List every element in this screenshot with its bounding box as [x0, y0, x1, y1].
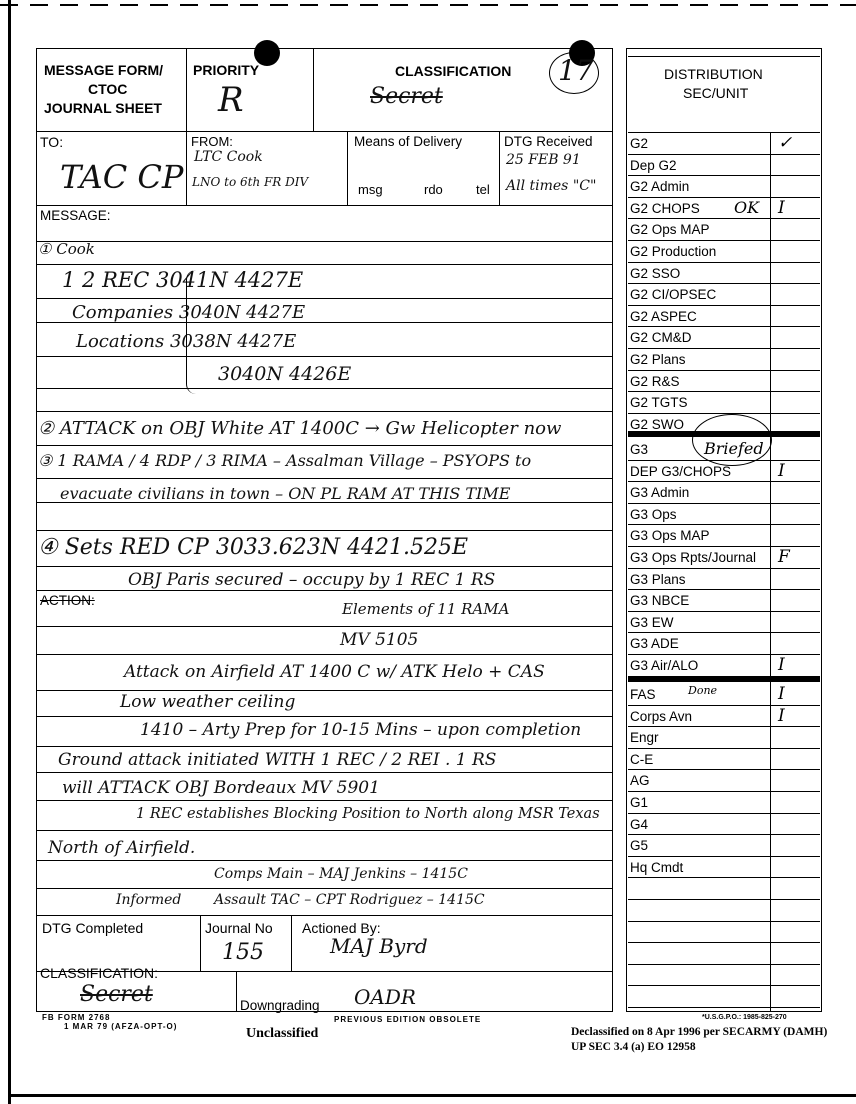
form-date: 1 MAR 79 (AFZA-OPT-O): [64, 1022, 178, 1031]
distribution-row: [628, 263, 820, 285]
to-value: TAC CP: [60, 158, 184, 196]
distribution-row-name: G2 ASPEC: [630, 308, 697, 324]
distribution-row-name: G2 Ops MAP: [630, 222, 710, 238]
distribution-row-name: Engr: [630, 730, 659, 746]
unclassified-stamp: Unclassified: [246, 1026, 319, 1041]
distribution-row-note: Briefed: [704, 439, 764, 458]
distribution-row-name: G3 Air/ALO: [630, 658, 699, 673]
dtg-received-label: DTG Received: [504, 134, 593, 149]
distribution-row: [628, 176, 820, 198]
message-line-15: 1410 – Arty Prep for 10-15 Mins – upon completion: [140, 720, 582, 740]
distribution-row: [628, 835, 820, 857]
distribution-row: [628, 349, 820, 371]
dtg-completed-label: DTG Completed: [42, 920, 144, 936]
from-label: FROM:: [191, 134, 233, 149]
message-line-2: 1 2 REC 3041N 4427E: [62, 268, 304, 292]
distribution-row-name: G3 Ops: [630, 506, 677, 522]
priority-value: R: [218, 80, 244, 120]
priority-label: PRIORITY: [193, 62, 260, 78]
distribution-row-name: G2 CI/OPSEC: [630, 287, 717, 303]
distribution-row: [628, 590, 820, 612]
actioned-by-label: Actioned By:: [302, 920, 381, 936]
distribution-row-name: Corps Avn: [630, 708, 693, 724]
distribution-row-name: G2 Production: [630, 244, 717, 259]
distribution-row: [628, 612, 820, 634]
action-label: ACTION:: [40, 593, 95, 608]
distribution-row: [628, 655, 820, 677]
message-line-5: 3040N 4426E: [218, 363, 352, 385]
distribution-row: [628, 547, 820, 569]
distribution-row: [628, 306, 820, 328]
distribution-row-name: G2 R&S: [630, 373, 680, 389]
message-line-16: Ground attack initiated WITH 1 REC / 2 REI . 1 RS: [58, 750, 497, 770]
distribution-row-mark: ✓: [778, 133, 793, 153]
message-line-18: 1 REC establishes Blocking Position to North along MSR Texas: [136, 806, 600, 822]
distribution-row: [628, 900, 820, 922]
message-line-17: will ATTACK OBJ Bordeaux MV 5901: [62, 778, 380, 798]
distribution-row-name: G3 Plans: [630, 571, 686, 587]
distribution-row: [628, 198, 820, 220]
distribution-row-mark: I: [778, 705, 785, 726]
distribution-row-note: OK: [734, 197, 760, 217]
distribution-row: [628, 749, 820, 771]
message-line-4: Locations 3038N 4427E: [76, 331, 297, 352]
distribution-row: [628, 525, 820, 547]
distribution-row-name: G3 Ops MAP: [630, 528, 710, 544]
gpo-stamp: *U.S.G.P.O.: 1985-825-270: [702, 1014, 787, 1021]
dtg-received-line1: 25 FEB 91: [506, 152, 581, 168]
distribution-row: [628, 133, 820, 155]
distribution-row-name: G2 SWO: [630, 416, 685, 432]
distribution-row: [628, 482, 820, 504]
distribution-row-mark: I: [778, 684, 785, 704]
distribution-row-mark: I: [778, 655, 785, 675]
previous-edition: PREVIOUS EDITION OBSOLETE: [334, 1015, 482, 1024]
message-line-19: North of Airfield.: [48, 838, 196, 858]
scan-left-edge: [8, 0, 11, 1104]
distribution-row-name: G2 Plans: [630, 352, 686, 367]
message-line-14: Low weather ceiling: [120, 692, 296, 712]
distribution-row-name: AG: [630, 773, 650, 789]
distribution-header-line1: DISTRIBUTION: [664, 66, 763, 82]
briefed-circle: [692, 414, 772, 466]
distribution-header-line2: SEC/UNIT: [683, 85, 749, 101]
distribution-divider-g3: [628, 676, 820, 682]
distribution-row: [628, 727, 820, 749]
distribution-row-name: G2: [630, 136, 649, 151]
distribution-row: [628, 792, 820, 814]
distribution-row-name: DEP G3/CHOPS: [630, 463, 732, 479]
declassified-line2: UP SEC 3.4 (a) EO 12958: [571, 1041, 696, 1053]
from-line2: LNO to 6th FR DIV: [192, 175, 309, 189]
form-title-line1: MESSAGE FORM/: [44, 62, 164, 78]
distribution-row-mark: I: [778, 460, 785, 481]
message-line-20: Comps Main – MAJ Jenkins – 1415C: [214, 866, 468, 882]
distribution-row-name: G3 Admin: [630, 485, 690, 501]
message-line-11: Elements of 11 RAMA: [342, 600, 510, 618]
message-line-13: Attack on Airfield AT 1400 C w/ ATK Helo + CAS: [124, 662, 545, 682]
message-line-9: ④ Sets RED CP 3033.623N 4421.525E: [38, 535, 469, 560]
classification2-label: CLASSIFICATION:: [40, 965, 158, 981]
distribution-row-name: G4: [630, 816, 649, 832]
dtg-received-line2: All times "C": [506, 178, 597, 194]
distribution-row: [628, 684, 820, 706]
distribution-row-name: G5: [630, 838, 649, 854]
distribution-row: [628, 878, 820, 900]
distribution-row-mark: F: [778, 547, 790, 567]
distribution-row: [628, 371, 820, 393]
message-line-3: Companies 3040N 4427E: [72, 302, 306, 323]
message-line-21: Informed: [116, 892, 182, 908]
journal-no-value: 155: [222, 940, 264, 965]
distribution-row: [628, 943, 820, 965]
distribution-row: [628, 504, 820, 526]
distribution-row: [628, 284, 820, 306]
declassified-line1: Declassified on 8 Apr 1996 per SECARMY (DAMH): [571, 1026, 828, 1038]
downgrading-value: OADR: [354, 985, 416, 1009]
message-line-22: Assault TAC – CPT Rodriguez – 1415C: [214, 892, 485, 908]
to-label: TO:: [40, 134, 64, 150]
distribution-row-note: Done: [688, 684, 718, 697]
distribution-row: [628, 922, 820, 944]
journal-no-label: Journal No: [205, 920, 273, 936]
from-line1: LTC Cook: [194, 149, 263, 165]
distribution-row: [628, 633, 820, 655]
means-of-delivery-label: Means of Delivery: [354, 134, 463, 149]
actioned-by-value: MAJ Byrd: [330, 934, 428, 958]
distribution-row-name: G2 CM&D: [630, 330, 692, 346]
distribution-row: [628, 986, 820, 1008]
distribution-row: [628, 965, 820, 987]
classification-label: CLASSIFICATION: [395, 63, 512, 79]
page-number: 17: [558, 54, 594, 87]
distribution-row-name: C-E: [630, 751, 654, 767]
distribution-row-name: G2 Admin: [630, 179, 690, 195]
distribution-row-name: G2 CHOPS: [630, 200, 700, 216]
message-label: MESSAGE:: [40, 208, 111, 223]
distribution-row-name: G3: [630, 442, 649, 457]
distribution-row-name: G2 TGTS: [630, 395, 688, 411]
distribution-row: [628, 706, 820, 728]
message-line-1: ① Cook: [38, 240, 95, 258]
distribution-row-name: G3 NBCE: [630, 593, 690, 609]
message-line-6: ② ATTACK on OBJ White AT 1400C → Gw Helicopter now: [38, 418, 562, 439]
classification-value: Secret: [370, 84, 443, 109]
distribution-row: [628, 770, 820, 792]
downgrading-label: Downgrading: [240, 998, 320, 1013]
form-title-line3: JOURNAL SHEET: [44, 100, 162, 116]
scan-top-edge: [0, 4, 856, 6]
form-number: FB FORM 2768: [42, 1013, 111, 1022]
distribution-row: [628, 857, 820, 879]
means-rdo: rdo: [424, 182, 443, 197]
classification2-value: Secret: [80, 982, 153, 1007]
distribution-row-name: G3 EW: [630, 614, 674, 630]
distribution-row: [628, 814, 820, 836]
distribution-row-name: G1: [630, 795, 649, 810]
distribution-row: [628, 241, 820, 263]
message-line-7: ③ 1 RAMA / 4 RDP / 3 RIMA – Assalman Village – PSYOPS to: [38, 451, 532, 470]
distribution-row-name: Dep G2: [630, 157, 677, 173]
distribution-row: [628, 219, 820, 241]
message-line-12: MV 5105: [340, 630, 419, 650]
message-line-8: evacuate civilians in town – ON PL RAM AT THIS TIME: [60, 484, 511, 503]
distribution-row-name: FAS: [630, 687, 656, 702]
message-line-10: OBJ Paris secured – occupy by 1 REC 1 RS: [128, 570, 496, 590]
distribution-row: [628, 392, 820, 414]
distribution-row-mark: I: [778, 197, 785, 218]
distribution-row-name: G3 ADE: [630, 636, 679, 652]
form-title-line2: CTOC: [88, 81, 128, 97]
coordinate-bracket: [186, 270, 201, 394]
means-tel: tel: [476, 182, 490, 197]
means-msg: msg: [358, 182, 383, 197]
distribution-row: [628, 569, 820, 591]
scan-bottom-edge: [8, 1094, 856, 1097]
distribution-row-name: G3 Ops Rpts/Journal: [630, 550, 757, 565]
distribution-row-name: G2 SSO: [630, 265, 681, 281]
distribution-row-name: Hq Cmdt: [630, 859, 684, 875]
distribution-row: [628, 327, 820, 349]
distribution-row: [628, 155, 820, 177]
